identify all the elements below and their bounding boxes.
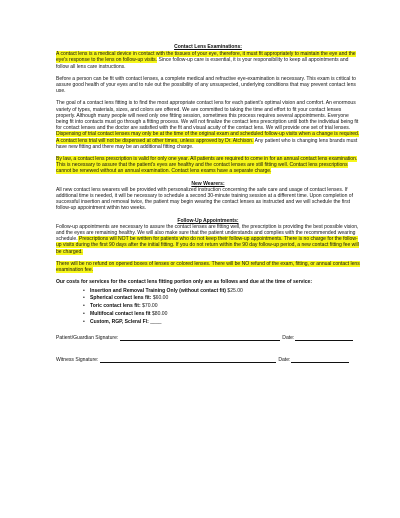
fee-label: Custom, RGP, Scleral Fl: [90,318,149,325]
highlighted-text: A contact lens is a medical device in contact with the tissues of your eye, therefore, it must fit appropriately to maintain the eye and the eye's response to the lens on follow-up visits. [56,51,356,64]
paragraph-text: The goal of a contact lens fitting is to find the most appropriate contact lens for each patient's optimal vision and comfort. An enormous variety of types, materials, sizes, and colors are offered. We are committed to taking the time and effort to fit your contact lenses properly. Although many people will need only one fitting session, sometimes this process requires several appointments. Everyone being fit into contacts must go through a fitting process. We will not finalize the contact lens prescription until both the individual being fit for contact lenses and the doctor are satisfied with the fit and visual acuity of the contact lens. We will provide one set of trial lenses. [56,100,359,132]
paragraph-text: Follow-up appointments are necessary to assure the contact lenses are fitting well, the prescription is providing the best possible vision, and the eyes are remaining healthy. We will also make sure that the patient understands and complies with the recommended wearing schedule. [56,223,359,243]
paragraph-follow-up [56,224,360,255]
paragraph-exam-requirement: Before a person can be fit with contact lenses, a complete medical and refractive eye-examination is necessary. This exam is critical to assure good health of your eyes and to rule out the possibility of any unsuspected, underlying conditions that may prevent contact lens use. [56,75,356,95]
fee-item [90,295,360,301]
fee-item [90,288,360,294]
fee-value: $70.00 [140,303,158,310]
date-label: Date: [278,356,291,363]
paragraph-new-wearers: All new contact lens wearers will be provided with personalized instruction concerning the safe care and usage of contact lenses. If additional time is needed, it will be necessary to schedule a second 30-minute training session at a different time. Upon completion of successful insertion and removal twice, the patient may begin wearing the contact lenses as instructed and we will schedule the first follow-up appointment within two weeks. [56,186,354,212]
fee-label: Insertion and Removal Training Only (without contact fit) [90,287,226,294]
fee-value: $25.00 [226,287,243,294]
patient-signature-row [56,333,360,341]
fee-label: Multifocal contact lens fit [90,310,151,317]
witness-signature-label: Witness Signature: [56,356,99,363]
witness-signature-line[interactable] [100,357,276,363]
patient-signature-label: Patient/Guardian Signature: [56,334,119,341]
fee-list [56,288,360,325]
highlighted-text: There will be no refund on opened boxes of lenses or colored lenses. There will be NO refund of the exam, fitting, or annual contact lens examination fee. [56,260,360,274]
fee-item [90,303,360,309]
patient-signature-line[interactable] [120,335,280,341]
patient-date-line[interactable] [295,335,353,341]
section-heading-new-wearers: New Wearers: [191,180,225,187]
paragraph-refund-policy [56,261,360,273]
section-heading-follow-up: Follow-Up Appointments: [177,217,239,224]
paragraph-fitting-goal [56,100,360,150]
paragraph-text: Any patient who is changing lens brands must have new fitting and there may be an additional fitting charge. [56,137,358,150]
fee-label: Spherical contact lens fit: [90,295,152,302]
paragraph-prescription-validity [56,156,360,175]
costs-heading: Our costs for services for the contact lens fitting portion only are as follows and due at the time of service: [56,279,313,286]
date-label: Date: [282,334,295,341]
fee-value: $60.00 [151,295,169,302]
fee-label: Toric contact lens fit: [90,303,141,310]
witness-signature-row [56,355,360,363]
highlighted-text: Prescriptions will NOT be written for patients who do not keep their follow-up appointments. There is no charge for the follow-up visits during the first 90 days after the initial fitting. If you do not return within the 90 day follow-up period, a new contact fitting fee will be charged. [56,236,359,255]
fee-value: $80.00 [150,310,168,317]
highlighted-text: By law, a contact lens prescription is valid for only one year. All patients are required to come in for an annual contact lens examination. This is necessary to assure that the patient's eyes are healthy and the contact lenses are still fitting well. Contact lens prescriptions cannot be renewed without an annual examination. Contact lens exams have a separate charge. [56,156,358,175]
fee-value: ____ [148,318,162,325]
document-body [56,44,360,363]
witness-date-line[interactable] [291,357,349,363]
fee-item [90,319,360,325]
paragraph-text: Since follow-up care is essential, it is your responsibility to keep all appointments and follow all lens care instructions. [56,57,349,70]
document-title: Contact Lens Examinations: [174,44,242,50]
paragraph-intro [56,51,360,70]
highlighted-text: Dispensing of trial contact lenses may only be at the time of the original exam and scheduled follow-up visits when a change is required. A contact lens trial will not be dispensed at other times, unless approved by Dr. Atchison. [56,131,360,144]
fee-item [90,311,360,317]
